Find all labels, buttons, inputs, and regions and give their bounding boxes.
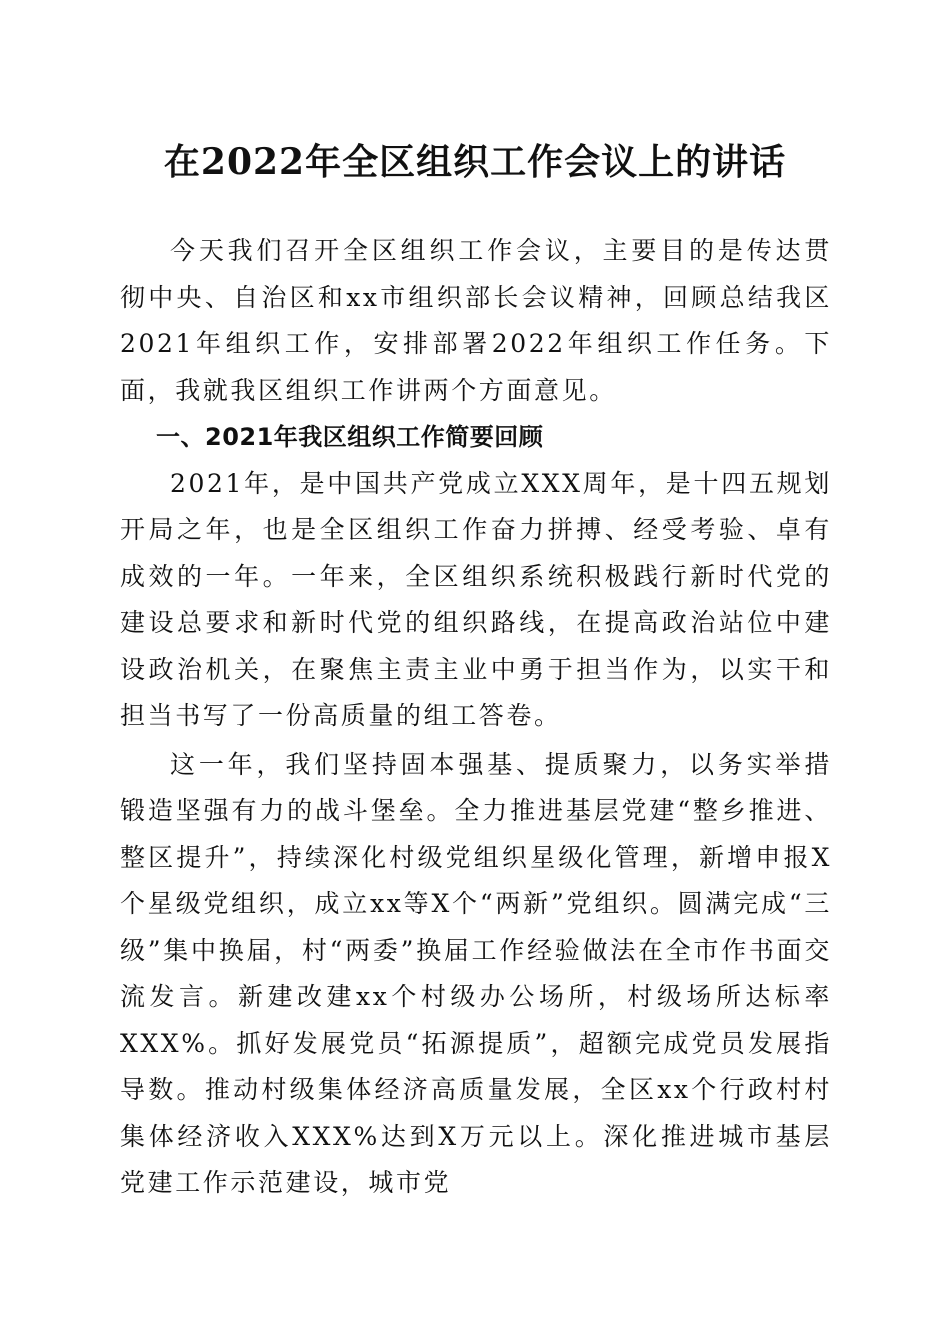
document-body — [120, 228, 832, 1207]
page-title: 在2022年全区组织工作会议上的讲话 — [163, 141, 787, 183]
paragraph-intro: 今天我们召开全区组织工作会议，主要目的是传达贯彻中央、自治区和xx市组织部长会议精神，回顾总结我区2021年组织工作，安排部署2022年组织工作任务。下面，我就我区组织工作讲两个方面意见。 — [120, 236, 832, 405]
paragraph-achievements: 这一年，我们坚持固本强基、提质聚力，以务实举措锻造坚强有力的战斗堡垒。全力推进基层党建“整乡推进、整区提升”，持续深化村级党组织星级化管理，新增申报X个星级党组织，成立xx等X个“两新”党组织。圆满完成“三级”集中换届，村“两委”换届工作经验做法在全市作书面交流发言。新建改建xx个村级办公场所，村级场所达标率XXX%。抓好发展党员“拓源提质”，超额完成党员发展指导数。推动村级集体经济高质量发展，全区xx个行政村村集体经济收入XXX%达到X万元以上。深化推进城市基层党建工作示范建设，城市党 — [120, 749, 832, 1197]
paragraph-review: 2021年，是中国共产党成立XXX周年，是十四五规划开局之年，也是全区组织工作奋力拼搏、经受考验、卓有成效的一年。一年来，全区组织系统积极践行新时代党的建设总要求和新时代党的组织路线，在提高政治站位中建设政治机关，在聚焦主责主业中勇于担当作为，以实干和担当书写了一份高质量的组工答卷。 — [120, 468, 832, 730]
section-heading: 一、2021年我区组织工作简要回顾 — [156, 423, 544, 451]
